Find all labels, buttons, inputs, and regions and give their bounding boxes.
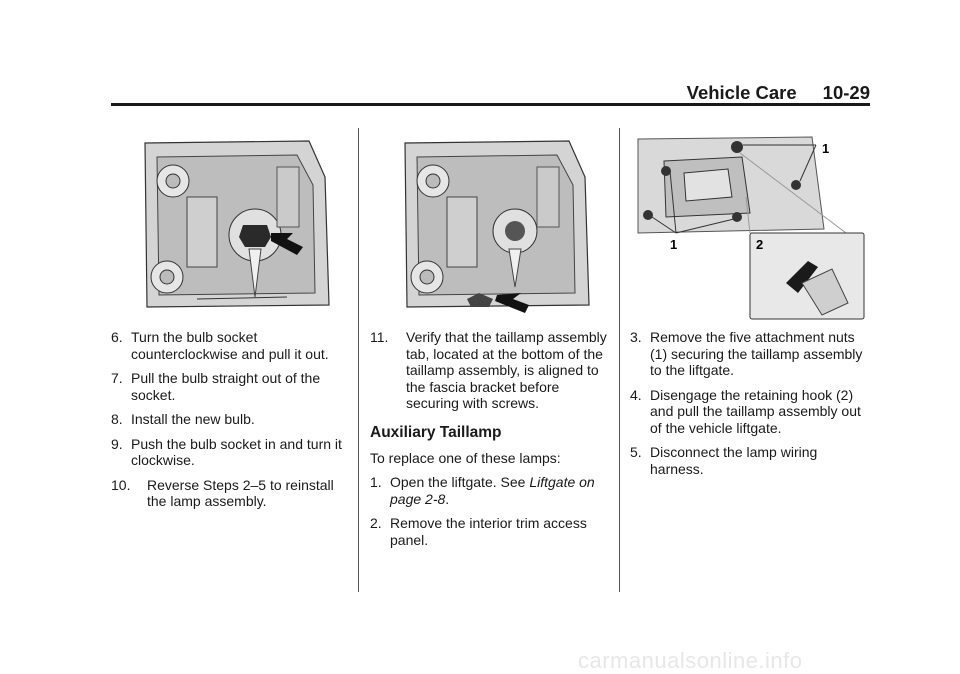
- step-11: 11. Verify that the taillamp assembly tab, located at the bottom of the taillamp assembly, is aligned to the fascia bracket before securing with screws.: [370, 329, 607, 411]
- callout-2: 2: [756, 237, 764, 252]
- aux-step-3: 3. Remove the five attachment nuts (1) securing the taillamp assembly to the liftgate.: [630, 329, 863, 378]
- column-2: [370, 329, 610, 556]
- step-10: 10. Reverse Steps 2–5 to reinstall the lamp assembly.: [111, 476, 334, 509]
- column-divider-1: [358, 128, 359, 592]
- callout-1-bottom: 1: [670, 237, 678, 252]
- page-header: [111, 84, 870, 102]
- step-7: 7. Pull the bulb straight out of the socket.: [111, 370, 321, 403]
- page-number: 10-29: [822, 82, 870, 103]
- aux-step-1: 1. Open the liftgate. See Liftgate on page 2-8.: [370, 474, 595, 507]
- column-divider-2: [619, 128, 620, 592]
- step-8: 8. Install the new bulb.: [111, 411, 255, 427]
- step-6: 6. Turn the bulb socket counterclockwise and pull it out.: [111, 329, 329, 362]
- header-rule: [111, 103, 870, 106]
- step-9: 9. Push the bulb socket in and turn it clockwise.: [111, 435, 342, 468]
- callout-1-top: 1: [822, 141, 830, 156]
- aux-step-2: 2. Remove the interior trim access panel.: [370, 515, 587, 548]
- column-1: [111, 329, 356, 518]
- intro-text: To replace one of these lamps:: [370, 449, 561, 466]
- section-title: Vehicle Care: [686, 82, 797, 103]
- auxiliary-taillamp-figure: [636, 133, 868, 323]
- taillamp-tab-figure: [397, 137, 597, 315]
- liftgate-reference-link[interactable]: Liftgate on page 2-8: [390, 474, 595, 507]
- aux-step-5: 5. Disconnect the lamp wiring harness.: [630, 444, 818, 477]
- watermark: carmanualsonline.info: [578, 648, 803, 673]
- taillamp-bulb-socket-figure: [137, 137, 337, 315]
- section-heading: Auxiliary Taillamp: [370, 423, 502, 441]
- column-3: [630, 329, 870, 485]
- aux-step-4: 4. Disengage the retaining hook (2) and pull the taillamp assembly out of the vehicle liftgate.: [630, 386, 861, 436]
